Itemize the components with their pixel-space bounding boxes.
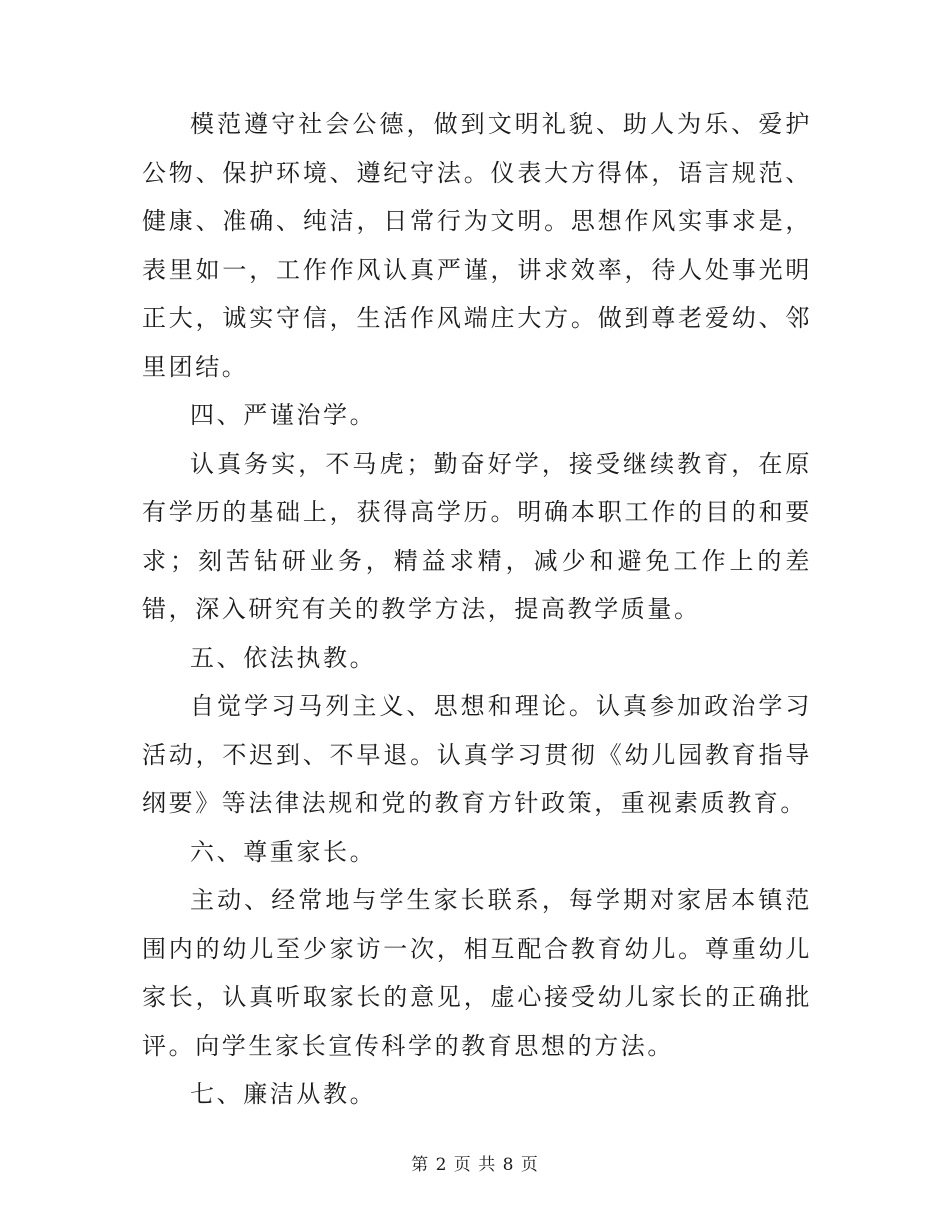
paragraph-rigorous-scholarship: 认真务实，不马虎；勤奋好学，接受继续教育，在原有学历的基础上，获得高学历。明确本职工作的目的和要求；刻苦钻研业务，精益求精，减少和避免工作上的差错，深入研究有关的教学方法，提高教学质量。 [142,449,812,623]
paragraph-social-ethics: 模范遵守社会公德，做到文明礼貌、助人为乐、爱护公物、保护环境、遵纪守法。仪表大方得体，语言规范、健康、准确、纯洁，日常行为文明。思想作风实事求是，表里如一，工作作风认真严谨，讲求效率，待人处事光明正大，诚实守信，生活作风端庄大方。做到尊老爱幼、邻里团结。 [142,110,812,381]
heading-rigorous-scholarship: 四、严谨治学。 [190,401,377,429]
heading-teach-by-law: 五、依法执教。 [190,643,377,672]
page-number-footer: 第 2 页 共 8 页 [411,1155,539,1175]
document-body [142,100,812,1119]
heading-integrity-teaching: 七、廉洁从教。 [190,1080,377,1108]
paragraph-teach-by-law: 自觉学习马列主义、思想和理论。认真参加政治学习活动，不迟到、不早退。认真学习贯彻《幼儿园教育指导纲要》等法律法规和党的教育方针政策，重视素质教育。 [142,692,812,817]
paragraph-respect-parents: 主动、经常地与学生家长联系，每学期对家居本镇范围内的幼儿至少家访一次，相互配合教育幼儿。尊重幼儿家长，认真听取家长的意见，虚心接受幼儿家长的正确批评。向学生家长宣传科学的教育思想的方法。 [142,886,812,1060]
heading-respect-parents: 六、尊重家长。 [190,837,377,866]
